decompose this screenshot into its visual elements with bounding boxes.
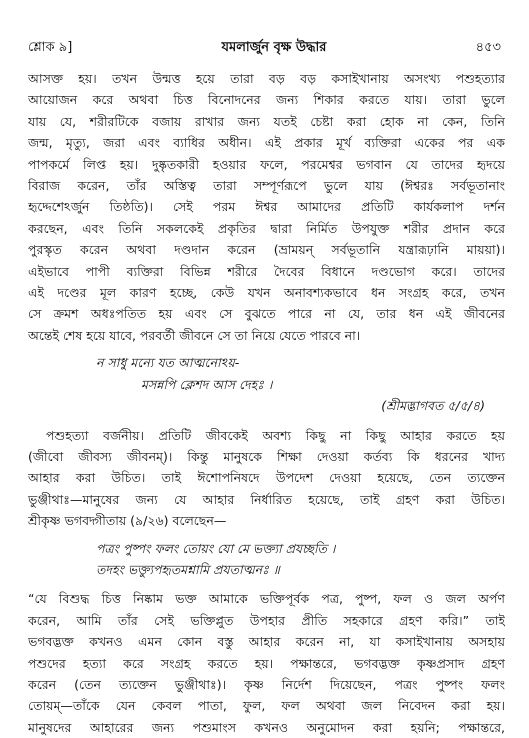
page-body <box>28 68 505 738</box>
text-line: পশুহত্যা বর্জনীয়। প্রতিটি জীবকেই অবশ্য কিছু না কিছু আহার করতে হয় <box>46 427 505 443</box>
verse-reference: শ্লোক ৯] <box>28 40 73 55</box>
page-number: ৪৫৩ <box>475 40 501 55</box>
chapter-title: যমলার্জুন বৃক্ষ উদ্ধার <box>221 40 327 55</box>
text-line: বিরাজ করেন, তাঁর অস্তিত্ব তারা সম্পূর্ণরূপে ভুলে যায় (ঈশ্বরঃ সর্বভূতানাং <box>28 178 505 194</box>
text-line: ভুঞ্জীথাঃ—মানুষের জন্য যে আহার নির্ধারিত হয়েছে, তাই গ্রহণ করা উচিত। <box>28 491 505 507</box>
text-line: মানুষদের আহারের জন্য পশুমাংস কখনও অনুমোদন করা হয়নি; পক্ষান্তরে, <box>28 719 505 735</box>
paragraph-2 <box>28 425 505 532</box>
text-line: জন্ম, মৃত্যু, জরা এবং ব্যাধির অধীন। এই প্রকার মূর্খ ব্যক্তিরা একের পর এক <box>28 135 505 151</box>
text-line: সে ক্রমশ অধঃপতিত হয় এবং সে বুঝতে পারে না যে, তার ধন এই জীবনের <box>28 306 505 322</box>
text-line: হৃদ্দেশেঽর্জুন তিষ্ঠতি)। সেই পরম ঈশ্বর আমাদের প্রতিটি কার্যকলাপ দর্শন <box>28 199 505 215</box>
text-line: ভগবদ্ভক্ত কখনও এমন কোন বস্তু আহার করেন না, যা কসাইখানায় অসহায় <box>28 634 505 650</box>
verse-line: মসন্নপি ক্লেশদ আস দেহঃ । <box>141 376 273 392</box>
text-line: করেন (তেন ত্যক্তেন ভুঞ্জীথাঃ)। কৃষ্ণ নির্দেশ দিয়েছেন, পত্রং পুষ্পং ফলং <box>28 676 505 692</box>
text-line: শ্রীকৃষ্ণ ভগবদ্গীতায় (৯/২৬) বলেছেন— <box>28 513 227 529</box>
text-line: পশুদের হত্যা করে সংগ্রহ করতে হয়। পক্ষান্তরে, ভগবদ্ভক্ত কৃষ্ণপ্রসাদ গ্রহণ <box>28 655 505 671</box>
text-line: “যে বিশুদ্ধ চিত্ত নিষ্কাম ভক্ত আমাকে ভক্তিপূর্বক পত্র, পুষ্প, ফল ও জল অর্পণ <box>28 591 505 607</box>
verse-line: তদহং ভক্ত্যুপহৃতমশ্নামি প্রযতাত্মনঃ ॥ <box>96 561 280 577</box>
text-line: করছেন, এবং তিনি সকলকেই প্রকৃতির দ্বারা নির্মিত উপযুক্ত শরীর প্রদান করে <box>28 220 505 236</box>
sanskrit-verse-2 <box>28 538 505 581</box>
text-line: আয়োজন করে অথবা চিত্ত বিনোদনের জন্য শিকার করতে যায়। তারা ভুলে <box>28 92 505 108</box>
text-line: এইভাবে পাপী ব্যক্তিরা বিভিন্ন শরীরে দৈবের বিধানে দণ্ডভোগ করে। তাদের <box>28 263 505 279</box>
text-line: (জীবো জীবস্য জীবনম্)। কিন্তু মানুষকে শিক্ষা দেওয়া কর্তব্য কি ধরনের খাদ্য <box>28 448 505 464</box>
text-line: পুরস্কৃত করেন অথবা দণ্ডদান করেন (ভ্রাময়ন্ সর্বভূতানি যন্ত্রারূঢ়ানি মায়য়া)। <box>28 242 505 258</box>
text-line: তোয়ম্—তাঁকে যেন কেবল পাতা, ফুল, ফল অথবা জল নিবেদন করা হয়। <box>28 698 505 714</box>
verse-line: পত্রং পুষ্পং ফলং তোয়ং যো মে ভক্ত্যা প্রযচ্ছতি । <box>96 540 336 556</box>
text-line: আহার করা উচিত। তাই ঈশোপনিষদে উপদেশ দেওয়া হয়েছে, তেন ত্যক্তেন <box>28 470 505 486</box>
text-line: পাপকর্মে লিপ্ত হয়। দুষ্কৃতকারী হওয়ার ফলে, পরমেশ্বর ভগবান যে তাদের হৃদয়ে <box>28 156 505 172</box>
text-line: এই দণ্ডের মূল কারণ হচ্ছে, কেউ যখন অনাবশ্যকভাবে ধন সংগ্রহ করে, তখন <box>28 285 505 301</box>
text-line: আসক্ত হয়। তখন উন্মত্ত হয়ে তারা বড় বড় কসাইখানায় অসংখ্য পশুহত্যার <box>28 71 505 86</box>
paragraph-3 <box>28 588 505 738</box>
sanskrit-verse-1 <box>28 352 505 416</box>
page-header <box>28 38 501 59</box>
verse-line: ন সাধু মন্যে যত আত্মনোঽয়- <box>96 355 240 371</box>
paragraph-1 <box>28 68 505 346</box>
text-line: যায় যে, শরীরটিকে বজায় রাখার জন্য যতই চেষ্টা করা হোক না কেন, তিনি <box>28 113 505 129</box>
text-line: করেন, আমি তাঁর সেই ভক্তিপ্লুত উপহার প্রীতি সহকারে গ্রহণ করি।” তাই <box>28 612 505 628</box>
verse-citation: (শ্রীমদ্ভাগবত ৫/৫/৪) <box>381 398 485 414</box>
text-line: অন্তেই শেষ হয়ে যাবে, পরবর্তী জীবনে সে তা নিয়ে যেতে পারবে না। <box>28 327 361 343</box>
